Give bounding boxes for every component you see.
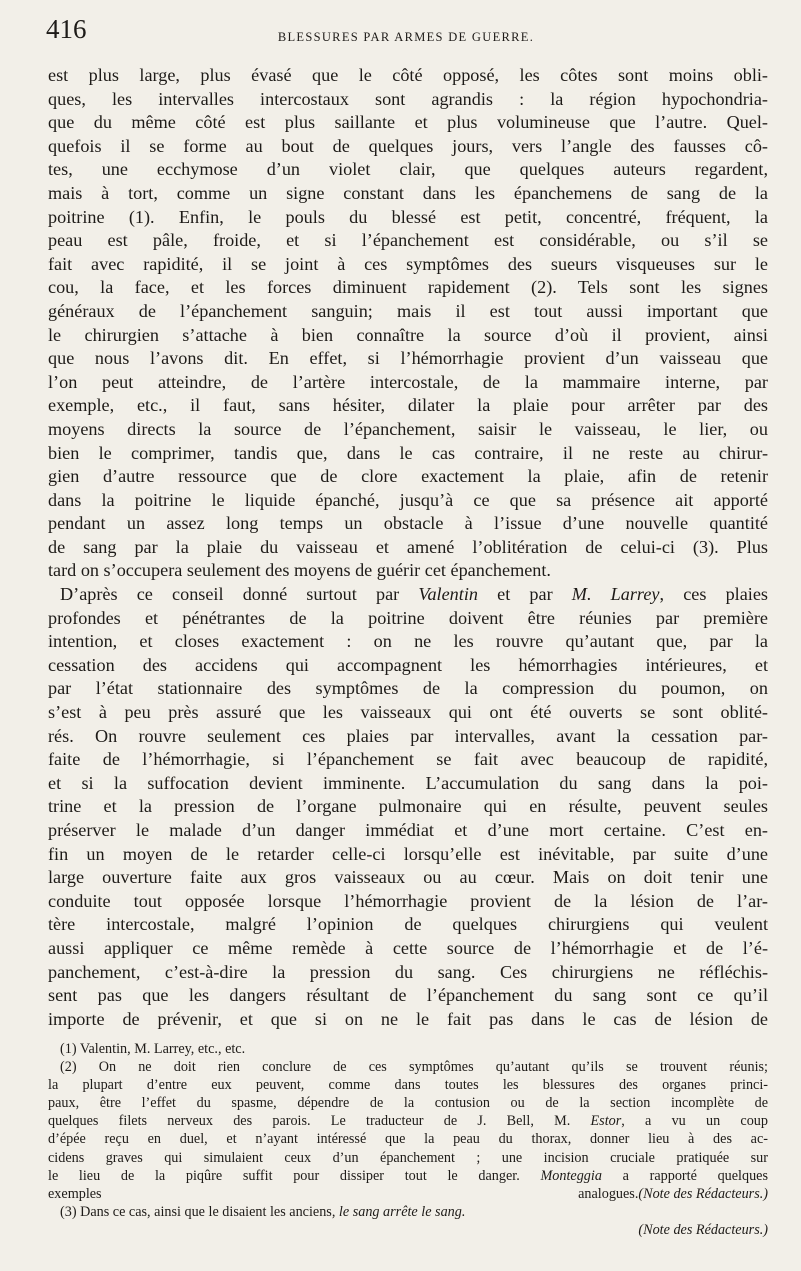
text-line: de sang par la plaie du vaisseau et amené l’oblitération de celui-ci (3). Plus (48, 536, 768, 557)
text-fragment: D’après ce conseil donné surtout par (60, 584, 419, 605)
text-line: trine et la pression de l’organe pulmonaire qui en résulte, peuvent seules (48, 796, 768, 817)
text-line: que du même côté est plus saillante et plus volumineuse que l’autre. Quel- (48, 112, 768, 133)
author-name: Valentin (418, 584, 478, 605)
text-line: tère intercostale, malgré l’opinion de quelques chirurgiens qui veulent (48, 914, 768, 935)
text-line: mais à tort, comme un signe constant dans les épanchemens de sang de la (48, 182, 768, 203)
footnote-line: d’épée reçu en duel, et n’ayant intéressé que la peau du thorax, donner lieu à des ac- (48, 1131, 768, 1148)
text-line: importe de prévenir, et que si on ne le fait pas dans le cas de lésion de (48, 1008, 768, 1029)
text-line: sent pas que les dangers résultant de l’épanchement du sang sont ce qu’il (48, 985, 768, 1006)
editor-credit (48, 1221, 768, 1239)
text-fragment: le lieu de la piqûre suffit pour dissiper tout le danger. (48, 1167, 541, 1184)
text-line: conduite tout opposée lorsque l’hémorrhagie provient de la lésion de l’ar- (48, 890, 768, 911)
text-line: ques, les intervalles intercostaux sont agrandis : la région hypochondria- (48, 88, 768, 109)
text-fragment: et par (477, 584, 572, 605)
text-line: l’on peut atteindre, de l’artère intercostale, de la mammaire interne, par (48, 371, 768, 392)
editor-credit (638, 1185, 768, 1203)
text-fragment: quelques filets nerveux des parois. Le traducteur de J. Bell, M. (48, 1113, 591, 1130)
author-name: Monteggia (540, 1167, 602, 1184)
text-fragment: exemples analogues. (48, 1185, 639, 1202)
text-line: pendant un assez long temps un obstacle à l’issue d’une nouvelle quantité (48, 513, 768, 534)
text-fragment: , a vu un coup (621, 1113, 768, 1130)
footnote-line: la plupart d’entre eux peuvent, comme dans toutes les blessures des organes princi- (48, 1077, 768, 1094)
footnote-line (48, 1185, 768, 1203)
text-line: est plus large, plus évasé que le côté opposé, les côtes sont moins obli- (48, 65, 768, 85)
footnote-2: (2) On ne doit rien conclure de ces symptômes qu’autant qu’ils se trouvent réunis; (60, 1059, 768, 1076)
running-head: BLESSURES PAR ARMES DE GUERRE. (277, 30, 535, 44)
text-line: que nous l’avons dit. En effet, si l’hémorrhagie provient d’un vaisseau que (48, 348, 768, 369)
quote: le sang arrête le sang. (338, 1203, 466, 1220)
footnote-line: paux, être l’effet du spasme, dépendre de la contusion ou de la section incomplète de (48, 1095, 768, 1112)
text-fragment: , ces plaies (659, 584, 768, 605)
paragraph-1 (48, 64, 768, 583)
text-line: quefois il se forme au bout de quelques jours, vers l’angle des fausses cô- (48, 135, 768, 156)
text-line: poitrine (1). Enfin, le pouls du blessé est petit, concentré, fréquent, la (48, 206, 768, 227)
text-line: bien le comprimer, tandis que, dans le cas contraire, il ne reste au chirur- (48, 442, 768, 463)
text-line: s’est à peu près assuré que les vaisseaux qui ont été ouverts se sont oblité- (48, 702, 768, 723)
text-line: panchement, c’est-à-dire la pression du sang. Ces chirurgiens ne réfléchis- (48, 961, 768, 982)
main-text (48, 64, 768, 1031)
text-line: faite de l’hémorrhagie, si l’épanchement se fait avec beaucoup de rapidité, (48, 749, 768, 770)
text-line: fait avec rapidité, il se joint à ces symptômes des sueurs visqueuses sur le (48, 253, 768, 274)
author-name: Estor (590, 1113, 622, 1130)
paragraph-2 (48, 583, 768, 1031)
footnote-line: cidens graves qui simulaient ceux d’un épanchement ; une incision cruciale pratiquée sur (48, 1149, 768, 1166)
page-header (46, 14, 766, 62)
text-fragment: (3) Dans ce cas, ainsi que le disaient les anciens, (60, 1203, 339, 1220)
footnote-1: (1) Valentin, M. Larrey, etc., etc. (60, 1041, 246, 1057)
text-line: fin un moyen de le retarder celle-ci lorsqu’elle est inévitable, par suite d’une (48, 843, 768, 864)
text-line: par l’état stationnaire des symptômes de la compression du poumon, on (48, 678, 768, 699)
text-line: exemple, etc., il faut, sans hésiter, dilater la plaie pour arrêter par des (48, 395, 768, 416)
text-line: moyens directs la source de l’épanchement, saisir le vaisseau, le lier, ou (48, 418, 768, 439)
text-line: intention, et closes exactement : on ne les rouvre qu’autant que, par la (48, 631, 768, 652)
footnote-line (48, 1167, 768, 1185)
text-line: et si la suffocation devient imminente. L’accumulation du sang dans la poi- (48, 772, 768, 793)
text-line: rés. On rouvre seulement ces plaies par intervalles, avant la cessation par- (48, 725, 768, 746)
text-line: dans la poitrine le liquide épanché, jusqu’à ce que sa présence ait apporté (48, 489, 768, 510)
text-line: préserver le malade d’un danger immédiat et d’une mort certaine. C’est en- (48, 820, 768, 840)
footnote-3 (48, 1203, 768, 1221)
text-line: tard on s’occupera seulement des moyens de guérir cet épanchement. (48, 560, 551, 581)
text-line: peau est pâle, froide, et si l’épanchement est considérable, ou s’il se (48, 230, 768, 251)
text-line: le chirurgien s’attache à bien connaître la source d’où il provient, ainsi (48, 324, 768, 345)
footnotes (48, 1040, 768, 1239)
text-line: tes, une ecchymose d’un violet clair, que quelques auteurs regardent, (48, 159, 768, 180)
footnote-line (48, 1112, 768, 1130)
text-line: cou, la face, et les forces diminuent rapidement (2). Tels sont les signes (48, 277, 768, 298)
page-number: 416 (46, 14, 87, 44)
editor-credit-text: (Note des Rédacteurs.) (638, 1221, 768, 1238)
text-fragment: a rapporté quelques (601, 1167, 768, 1184)
author-name: M. Larrey (571, 584, 660, 605)
text-line: cessation des accidens qui accompagnent les hémorrhagies intérieures, et (48, 654, 768, 675)
text-line (48, 583, 768, 607)
text-line: aussi appliquer ce même remède à cette source de l’hémorrhagie et de l’é- (48, 937, 768, 958)
text-line: généraux de l’épanchement sanguin; mais il est tout aussi important que (48, 300, 768, 321)
text-line: profondes et pénétrantes de la poitrine doivent être réunies par première (48, 607, 768, 628)
editor-credit-text: (Note des Rédacteurs.) (638, 1185, 768, 1202)
text-line: gien d’autre ressource que de clore exactement la plaie, afin de retenir (48, 466, 768, 487)
text-line: large ouverture faite aux gros vaisseaux ou au cœur. Mais on doit tenir une (48, 867, 768, 888)
